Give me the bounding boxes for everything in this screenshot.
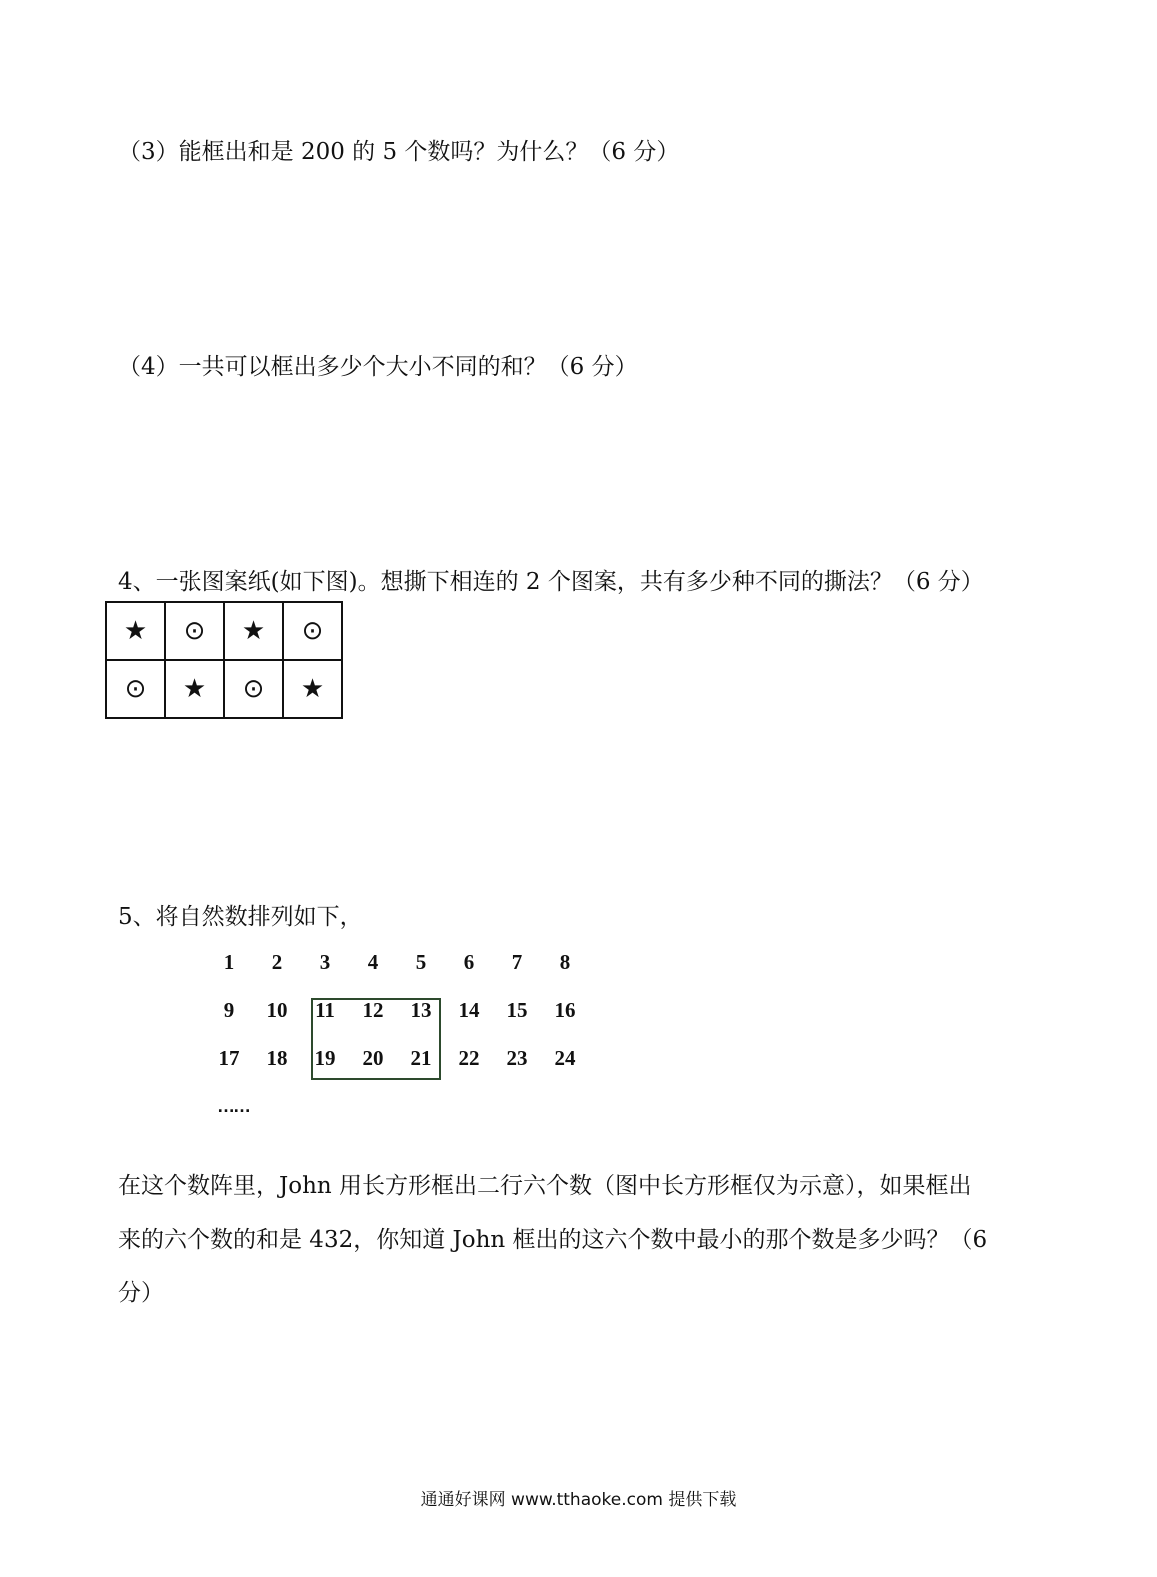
number-cell: 13 [410, 998, 432, 1022]
number-cell: 12 [362, 998, 384, 1022]
problem-5-text-line-2: 来的六个数的和是 432，你知道 John 框出的这六个数中最小的那个数是多少吗？（6 [118, 1227, 988, 1253]
number-cell: 6 [463, 950, 475, 974]
problem-5-text-line-1: 在这个数阵里，John 用长方形框出二行六个数（图中长方形框仅为示意），如果框出 [118, 1173, 972, 1199]
star-icon: ★ [165, 660, 224, 718]
number-array [205, 950, 585, 1130]
number-cell: 18 [266, 1046, 288, 1070]
number-cell: 16 [554, 998, 576, 1022]
star-icon: ★ [224, 602, 283, 660]
problem-5-intro: 5、将自然数排列如下， [118, 904, 363, 930]
number-cell: 9 [223, 998, 235, 1022]
number-cell: 17 [218, 1046, 240, 1070]
star-icon: ★ [283, 660, 342, 718]
circle-dot-icon: ⊙ [224, 660, 283, 718]
ellipsis: …… [217, 1096, 249, 1116]
number-cell: 22 [458, 1046, 480, 1070]
number-cell: 14 [458, 998, 480, 1022]
number-cell: 21 [410, 1046, 432, 1070]
number-cell: 10 [266, 998, 288, 1022]
footer-source: 通通好课网 www.tthaoke.com 提供下载 [420, 1490, 737, 1510]
number-cell: 2 [271, 950, 283, 974]
pattern-grid [105, 601, 343, 719]
number-cell: 24 [554, 1046, 576, 1070]
question-4-subpart: （4）一共可以框出多少个大小不同的和？（6 分） [118, 354, 638, 380]
circle-dot-icon: ⊙ [283, 602, 342, 660]
problem-4-text: 4、一张图案纸(如下图)。想撕下相连的 2 个图案，共有多少种不同的撕法？（6 分） [118, 569, 984, 595]
question-3-subpart: （3）能框出和是 200 的 5 个数吗？为什么？（6 分） [118, 139, 680, 165]
number-cell: 3 [319, 950, 331, 974]
problem-5-text-line-3: 分） [118, 1280, 164, 1306]
number-cell: 11 [315, 998, 335, 1022]
number-cell: 4 [367, 950, 379, 974]
circle-dot-icon: ⊙ [165, 602, 224, 660]
number-cell: 5 [415, 950, 427, 974]
pattern-row [106, 602, 342, 660]
star-icon: ★ [106, 602, 165, 660]
number-cell: 8 [559, 950, 571, 974]
circle-dot-icon: ⊙ [106, 660, 165, 718]
number-cell: 23 [506, 1046, 528, 1070]
pattern-row [106, 660, 342, 718]
number-cell: 7 [511, 950, 523, 974]
number-cell: 20 [362, 1046, 384, 1070]
number-cell: 1 [223, 950, 235, 974]
number-cell: 15 [506, 998, 528, 1022]
number-cell: 19 [314, 1046, 336, 1070]
